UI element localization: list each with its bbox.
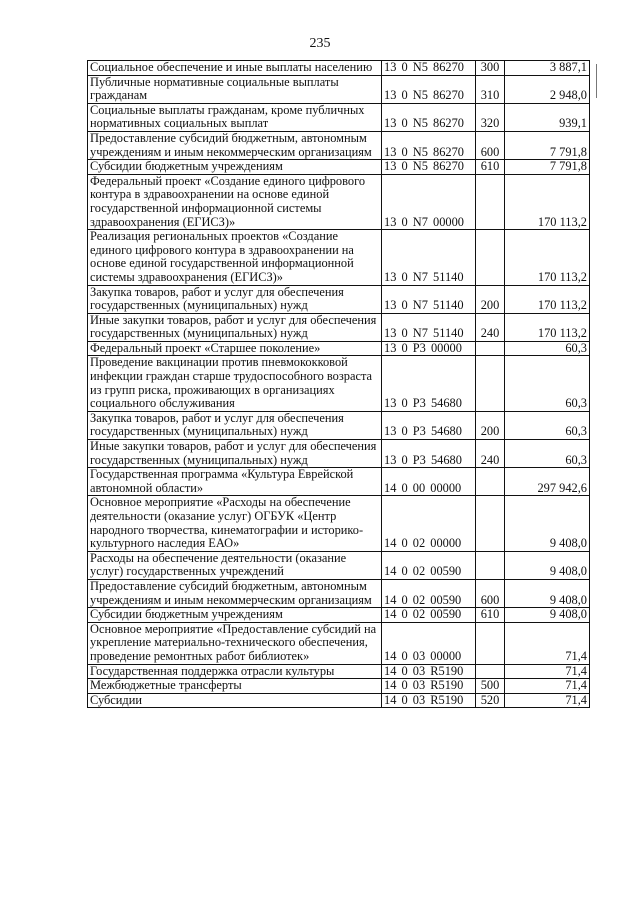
row-amount-cell: 7 791,8 [505, 160, 590, 175]
row-code-cell: 14 0 03 R5190 [382, 664, 476, 679]
row-amount-cell: 71,4 [505, 693, 590, 708]
row-vr-cell [476, 230, 505, 285]
row-amount-cell: 170 113,2 [505, 285, 590, 313]
row-amount-cell: 71,4 [505, 679, 590, 694]
table-row [88, 174, 590, 229]
row-name-cell: Государственная поддержка отрасли культуры [88, 664, 382, 679]
row-code-cell: 13 0 N5 86270 [382, 160, 476, 175]
table-row [88, 693, 590, 708]
row-vr-cell: 610 [476, 608, 505, 623]
table-row [88, 411, 590, 439]
row-vr-cell: 240 [476, 440, 505, 468]
row-name-cell: Федеральный проект «Создание единого цифрового контура в здравоохранении на основе единой государственной информационной системы здравоохранения (ЕГИСЗ)» [88, 174, 382, 229]
table-row [88, 285, 590, 313]
row-name-cell: Закупка товаров, работ и услуг для обеспечения государственных (муниципальных) нужд [88, 285, 382, 313]
row-code-cell: 13 0 N7 51140 [382, 313, 476, 341]
row-name-cell: Субсидии [88, 693, 382, 708]
row-name-cell: Предоставление субсидий бюджетным, автономным учреждениям и иным некоммерческим организациям [88, 131, 382, 159]
table-row [88, 622, 590, 664]
row-code-cell: 13 0 N5 86270 [382, 61, 476, 76]
row-code-cell: 13 0 P3 00000 [382, 341, 476, 356]
row-amount-cell: 2 948,0 [505, 75, 590, 103]
row-code-cell: 13 0 N7 00000 [382, 174, 476, 229]
row-code-cell: 13 0 N5 86270 [382, 75, 476, 103]
row-name-cell: Межбюджетные трансферты [88, 679, 382, 694]
table-row [88, 103, 590, 131]
row-name-cell: Федеральный проект «Старшее поколение» [88, 341, 382, 356]
row-vr-cell: 500 [476, 679, 505, 694]
page-number: 235 [309, 36, 331, 51]
row-amount-cell: 9 408,0 [505, 608, 590, 623]
row-amount-cell: 7 791,8 [505, 131, 590, 159]
row-name-cell: Закупка товаров, работ и услуг для обеспечения государственных (муниципальных) нужд [88, 411, 382, 439]
row-name-cell: Основное мероприятие «Предоставление субсидий на укрепление материально-технического обеспечения, проведение ремонтных работ библиотек» [88, 622, 382, 664]
row-amount-cell: 170 113,2 [505, 174, 590, 229]
row-code-cell: 14 0 03 R5190 [382, 693, 476, 708]
row-amount-cell: 71,4 [505, 622, 590, 664]
row-amount-cell: 71,4 [505, 664, 590, 679]
row-code-cell: 13 0 P3 54680 [382, 440, 476, 468]
row-vr-cell [476, 356, 505, 411]
table-row [88, 496, 590, 551]
row-vr-cell: 240 [476, 313, 505, 341]
row-amount-cell: 60,3 [505, 341, 590, 356]
table-row [88, 440, 590, 468]
row-amount-cell: 170 113,2 [505, 313, 590, 341]
margin-line [596, 64, 597, 98]
row-vr-cell [476, 174, 505, 229]
row-vr-cell [476, 341, 505, 356]
row-name-cell: Государственная программа «Культура Еврейской автономной области» [88, 468, 382, 496]
row-code-cell: 13 0 N7 51140 [382, 285, 476, 313]
table-row [88, 356, 590, 411]
row-code-cell: 14 0 03 00000 [382, 622, 476, 664]
budget-table [87, 60, 590, 708]
row-code-cell: 13 0 N7 51140 [382, 230, 476, 285]
row-code-cell: 14 0 02 00590 [382, 579, 476, 607]
row-vr-cell: 200 [476, 411, 505, 439]
row-vr-cell [476, 551, 505, 579]
row-name-cell: Субсидии бюджетным учреждениям [88, 608, 382, 623]
table-row [88, 160, 590, 175]
table-row [88, 608, 590, 623]
table-row [88, 579, 590, 607]
row-amount-cell: 9 408,0 [505, 579, 590, 607]
row-code-cell: 14 0 02 00590 [382, 608, 476, 623]
table-row [88, 230, 590, 285]
row-amount-cell: 9 408,0 [505, 496, 590, 551]
row-name-cell: Предоставление субсидий бюджетным, автономным учреждениям и иным некоммерческим организациям [88, 579, 382, 607]
row-vr-cell [476, 468, 505, 496]
row-name-cell: Социальные выплаты гражданам, кроме публичных нормативных социальных выплат [88, 103, 382, 131]
row-name-cell: Проведение вакцинации против пневмококковой инфекции граждан старше трудоспособного возраста из групп риска, проживающих в организациях социального обслуживания [88, 356, 382, 411]
row-code-cell: 13 0 P3 54680 [382, 356, 476, 411]
row-code-cell: 13 0 N5 86270 [382, 103, 476, 131]
row-amount-cell: 9 408,0 [505, 551, 590, 579]
row-vr-cell: 320 [476, 103, 505, 131]
row-name-cell: Иные закупки товаров, работ и услуг для обеспечения государственных (муниципальных) нужд [88, 440, 382, 468]
row-vr-cell [476, 496, 505, 551]
row-vr-cell: 600 [476, 131, 505, 159]
row-amount-cell: 170 113,2 [505, 230, 590, 285]
row-name-cell: Субсидии бюджетным учреждениям [88, 160, 382, 175]
row-code-cell: 14 0 03 R5190 [382, 679, 476, 694]
row-amount-cell: 3 887,1 [505, 61, 590, 76]
row-vr-cell: 310 [476, 75, 505, 103]
row-vr-cell: 200 [476, 285, 505, 313]
row-code-cell: 14 0 02 00000 [382, 496, 476, 551]
row-vr-cell [476, 664, 505, 679]
row-name-cell: Социальное обеспечение и иные выплаты населению [88, 61, 382, 76]
row-amount-cell: 60,3 [505, 411, 590, 439]
row-amount-cell: 939,1 [505, 103, 590, 131]
table-row [88, 61, 590, 76]
table-row [88, 551, 590, 579]
table-row [88, 131, 590, 159]
table-row [88, 341, 590, 356]
row-vr-cell: 300 [476, 61, 505, 76]
table-row [88, 313, 590, 341]
table-row [88, 75, 590, 103]
row-name-cell: Публичные нормативные социальные выплаты гражданам [88, 75, 382, 103]
table-row [88, 664, 590, 679]
row-vr-cell: 600 [476, 579, 505, 607]
row-code-cell: 14 0 02 00590 [382, 551, 476, 579]
row-name-cell: Расходы на обеспечение деятельности (оказание услуг) государственных учреждений [88, 551, 382, 579]
row-amount-cell: 60,3 [505, 440, 590, 468]
table-row [88, 679, 590, 694]
row-code-cell: 13 0 P3 54680 [382, 411, 476, 439]
row-vr-cell [476, 622, 505, 664]
row-code-cell: 13 0 N5 86270 [382, 131, 476, 159]
row-code-cell: 14 0 00 00000 [382, 468, 476, 496]
row-amount-cell: 60,3 [505, 356, 590, 411]
row-vr-cell: 520 [476, 693, 505, 708]
row-amount-cell: 297 942,6 [505, 468, 590, 496]
row-name-cell: Иные закупки товаров, работ и услуг для обеспечения государственных (муниципальных) нужд [88, 313, 382, 341]
budget-table-body [88, 61, 590, 708]
row-name-cell: Реализация региональных проектов «Создание единого цифрового контура в здравоохранении на основе единой государственной информационной системы здравоохранения (ЕГИСЗ)» [88, 230, 382, 285]
row-name-cell: Основное мероприятие «Расходы на обеспечение деятельности (оказание услуг) ОГБУК «Центр народного творчества, кинематографии и историко-культурного наследия ЕАО» [88, 496, 382, 551]
table-row [88, 468, 590, 496]
row-vr-cell: 610 [476, 160, 505, 175]
